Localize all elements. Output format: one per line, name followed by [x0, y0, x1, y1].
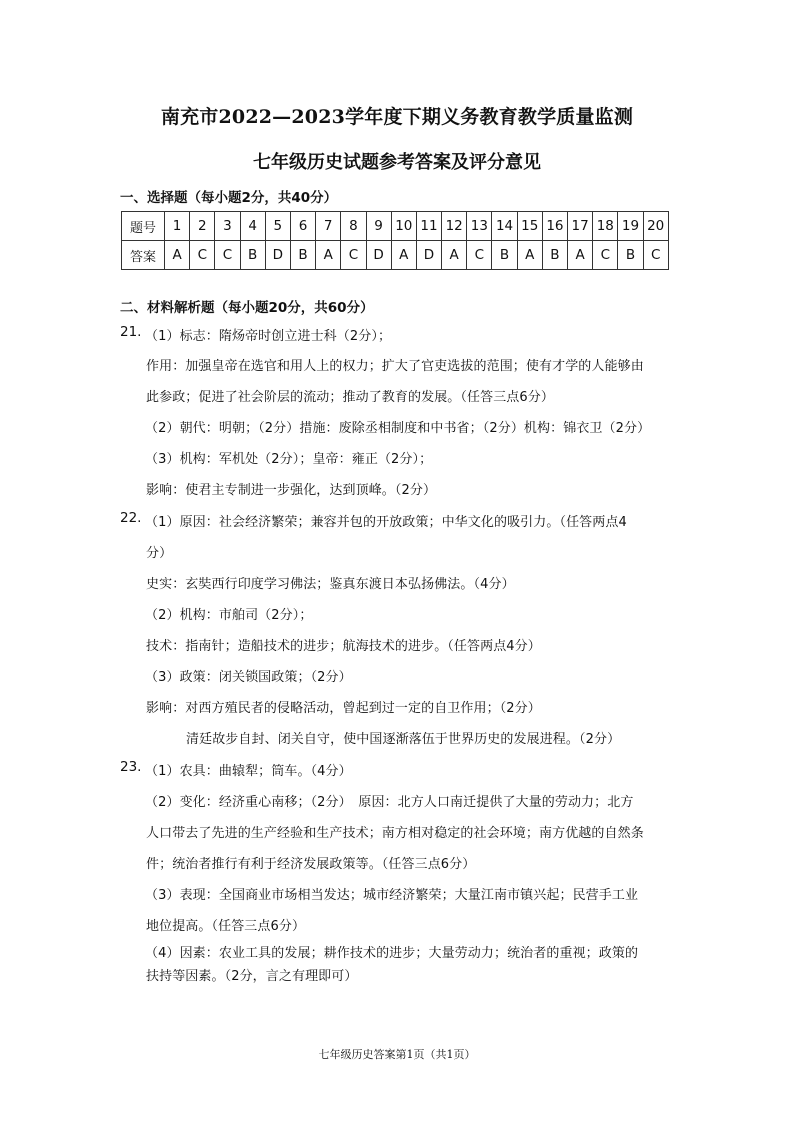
q21-line-4: （2）朝代：明朝；（2分）措施：废除丞相制度和中书省；（2分）机构：锦衣卫（2分）: [145, 421, 651, 436]
question-number-cell: 19: [618, 212, 643, 241]
answer-row: [122, 241, 669, 270]
answer-cell: B: [492, 241, 517, 270]
answer-cell: A: [517, 241, 542, 270]
question-number-cell: 1: [165, 212, 190, 241]
answer-cell: C: [593, 241, 618, 270]
answer-cell: B: [542, 241, 567, 270]
answer-cell: C: [467, 241, 492, 270]
question-number-cell: 17: [568, 212, 593, 241]
q21-line-1: （1）标志：隋炀帝时创立进士科（2分）；: [145, 329, 392, 344]
document-title: 南充市2022—2023学年度下期义务教育教学质量监测: [160, 106, 634, 128]
answer-cell: A: [442, 241, 467, 270]
question-number-cell: 4: [240, 212, 265, 241]
answer-cell: D: [265, 241, 290, 270]
answer-cell: A: [568, 241, 593, 270]
answer-cell: C: [215, 241, 240, 270]
q21-line-2: 作用：加强皇帝在选官和用人上的权力；扩大了官吏选拔的范围；使有才学的人能够由: [146, 359, 644, 374]
q23-line-4: 件；统治者推行有利于经济发展政策等。（任答三点6分）: [146, 857, 476, 872]
question-number-cell: 12: [442, 212, 467, 241]
q23-line-6: 地位提高。（任答三点6分）: [146, 919, 306, 934]
answer-cell: B: [618, 241, 643, 270]
q23-line-3: 人口带去了先进的生产经验和生产技术；南方相对稳定的社会环境；南方优越的自然条: [146, 826, 644, 841]
q22-line-5: 技术：指南针；造船技术的进步；航海技术的进步。（任答两点4分）: [146, 639, 541, 654]
q23-line-2: （2）变化：经济重心南移；（2分） 原因：北方人口南迁提供了大量的劳动力；北方: [145, 795, 634, 810]
answer-cell: C: [190, 241, 215, 270]
q22-line-4: （2）机构：市舶司（2分）；: [145, 608, 313, 623]
row-label-question-number: 题号: [122, 212, 165, 241]
question-number-cell: 20: [643, 212, 668, 241]
document-subtitle: 七年级历史试题参考答案及评分意见: [253, 152, 541, 173]
question-number-cell: 18: [593, 212, 618, 241]
answer-cell: B: [290, 241, 315, 270]
question-number-cell: 3: [215, 212, 240, 241]
question-number-cell: 13: [467, 212, 492, 241]
answer-cell: A: [165, 241, 190, 270]
q23-line-1: （1）农具：曲辕犁；筒车。（4分）: [145, 764, 352, 779]
q22-line-1: （1）原因：社会经济繁荣；兼容并包的开放政策；中华文化的吸引力。（任答两点4: [145, 515, 627, 530]
q21-line-5: （3）机构：军机处（2分）；皇帝：雍正（2分）；: [145, 452, 433, 467]
answer-cell: D: [366, 241, 391, 270]
q22-line-8: 清廷故步自封、闭关自守，使中国逐渐落伍于世界历史的发展进程。（2分）: [186, 732, 621, 747]
question-number-cell: 11: [416, 212, 441, 241]
q21-line-3: 此参政；促进了社会阶层的流动；推动了教育的发展。（任答三点6分）: [146, 390, 554, 405]
question-number-row: [122, 212, 669, 241]
q23-line-7: （4）因素：农业工具的发展；耕作技术的进步；大量劳动力；统治者的重视；政策的: [145, 946, 639, 961]
question-21-number: 21.: [120, 324, 142, 340]
q22-line-2: 分）: [146, 546, 173, 561]
answer-cell: C: [341, 241, 366, 270]
question-number-cell: 7: [316, 212, 341, 241]
question-22-number: 22.: [120, 510, 142, 526]
question-number-cell: 9: [366, 212, 391, 241]
section-2-heading: 二、材料解析题（每小题20分，共60分）: [120, 300, 374, 316]
q23-line-5: （3）表现：全国商业市场相当发达；城市经济繁荣；大量江南市镇兴起；民营手工业: [145, 888, 639, 903]
answer-table: [121, 211, 669, 270]
question-number-cell: 15: [517, 212, 542, 241]
question-number-cell: 2: [190, 212, 215, 241]
q21-line-6: 影响：使君主专制进一步强化，达到顶峰。（2分）: [146, 483, 437, 498]
row-label-answer: 答案: [122, 241, 165, 270]
question-23-number: 23.: [120, 759, 142, 775]
page-footer: 七年级历史答案第1页（共1页）: [318, 1048, 476, 1061]
question-number-cell: 6: [290, 212, 315, 241]
answer-cell: B: [240, 241, 265, 270]
answer-cell: A: [391, 241, 416, 270]
answer-cell: A: [316, 241, 341, 270]
answer-cell: C: [643, 241, 668, 270]
question-number-cell: 5: [265, 212, 290, 241]
q23-line-8: 扶持等因素。（2分，言之有理即可）: [146, 969, 358, 984]
question-number-cell: 10: [391, 212, 416, 241]
q22-line-6: （3）政策：闭关锁国政策；（2分）: [145, 670, 352, 685]
q22-line-3: 史实：玄奘西行印度学习佛法；鉴真东渡日本弘扬佛法。（4分）: [146, 577, 515, 592]
question-number-cell: 14: [492, 212, 517, 241]
question-number-cell: 8: [341, 212, 366, 241]
section-1-heading: 一、选择题（每小题2分，共40分）: [120, 190, 338, 206]
question-number-cell: 16: [542, 212, 567, 241]
q22-line-7: 影响：对西方殖民者的侵略活动，曾起到过一定的自卫作用；（2分）: [146, 701, 541, 716]
answer-cell: D: [416, 241, 441, 270]
